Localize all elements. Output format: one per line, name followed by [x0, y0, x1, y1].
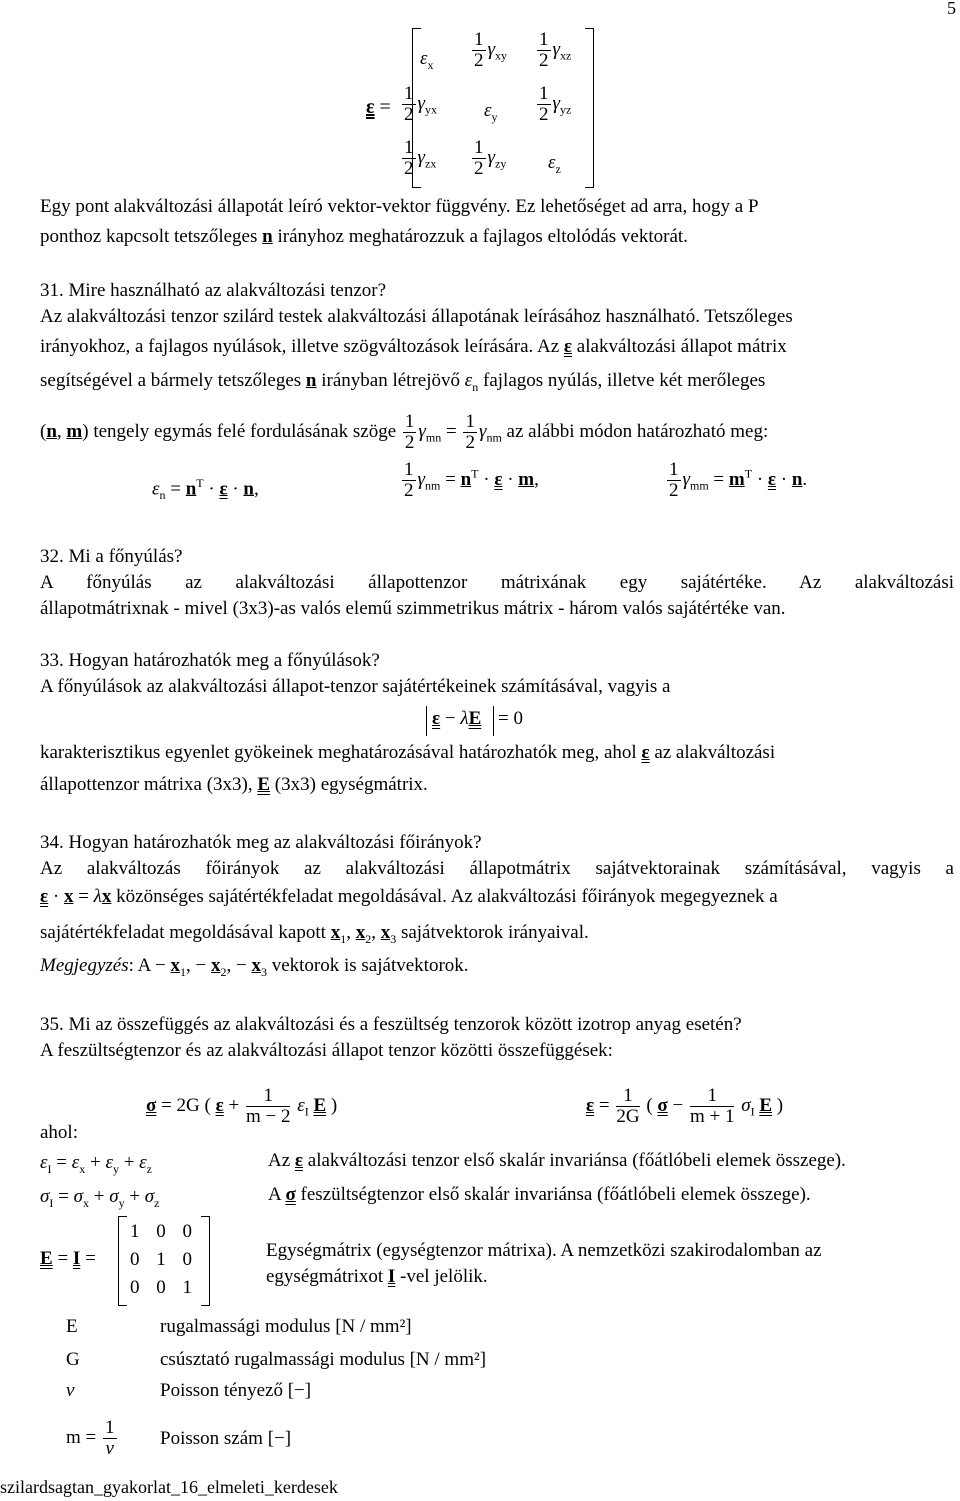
q31-eq-gamma-nm: $\frac{1}{2}$ $\gamma_{nm} = n^T \cdot \varepsilon \cdot m$, [404, 459, 539, 501]
symbol-E-desc: rugalmassági modulus [N / mm²] [160, 1316, 412, 1337]
q31-line-2: irányokhoz, a fajlagos nyúlások, illetve szögváltozások leírására. Az ε alakváltozási állapot mátrix [40, 336, 787, 357]
q35-line-1: A feszültségtenzor és az alakváltozási állapot tenzor közötti összefüggések: [40, 1040, 613, 1061]
poisson-number-desc: Poisson szám [−] [160, 1428, 292, 1449]
q35-title: 35. Mi az összefüggés az alakváltozási és a feszültség tenzorok között izotrop anyag esetén? [40, 1014, 742, 1035]
q35-identity-lhs: E = I = [40, 1248, 96, 1269]
q32-line-1: A főnyúlás az alakváltozási állapottenzor mátrixának egy sajátértéke. Az alakváltozási [40, 572, 954, 593]
symbol-nu: ν [66, 1380, 75, 1401]
symbol-G-desc: csúsztató rugalmassági modulus [N / mm²] [160, 1349, 487, 1370]
q35-identity-desc-2: egységmátrixot I -vel jelölik. [266, 1266, 488, 1287]
q35-sigma-I-desc: A σ feszültségtenzor első skalár invariánsa (főátlóbeli elemek összege). [268, 1184, 811, 1205]
symbol-nu-desc: Poisson tényező [−] [160, 1380, 312, 1401]
q34-title: 34. Hogyan határozhatók meg az alakváltozási főirányok? [40, 832, 482, 853]
q35-eps-eq: ε = $\frac{1}{2G}$ ( σ − $\frac{1}{m + 1}$ $\sigma_I$ E ) [586, 1085, 784, 1127]
footer-filename: szilardsagtan_gyakorlat_16_elmeleti_kerdesek [0, 1477, 338, 1497]
q31-eq-eps-n: $\varepsilon_n = n^T \cdot \varepsilon \cdot n$, [152, 476, 259, 503]
q32-line-2: állapotmátrixnak - mivel (3x3)-as valós elemű szimmetrikus mátrix - három valós sajátértéke van. [40, 598, 786, 619]
q33-line-2: karakterisztikus egyenlet gyökeinek meghatározásával határozhatók meg, ahol ε az alakváltozási [40, 742, 776, 763]
q31-line-4: (n, m) tengely egymás felé fordulásának szöge $\frac{1}{2}$ $\gamma_{mn}$ = $\frac{1}{2}$ $\gamma_{nm}$ az alábbi módon határozható meg: [40, 411, 769, 453]
symbol-E: E [66, 1316, 78, 1337]
q31-title: 31. Mire használható az alakváltozási tenzor? [40, 280, 387, 301]
strain-tensor-symbol: ε [366, 96, 375, 118]
q35-sigma-I-def: $\sigma_I = \sigma_x + \sigma_y + \sigma_z$ [40, 1186, 160, 1210]
q31-line-3: segítségével a bármely tetszőleges n irányban létrejövő $\varepsilon_n$ fajlagos nyúlás, illetve két merőleges [40, 370, 766, 394]
q31-line-1: Az alakváltozási tenzor szilárd testek alakváltozási állapotának leírásához használható. Tetszőleges [40, 306, 793, 327]
q35-eps-I-desc: Az ε alakváltozási tenzor első skalár invariánsa (főátlóbeli elemek összege). [268, 1150, 846, 1171]
q35-sigma-eq: σ = 2G ( ε + $\frac{1}{m - 2}$ $\varepsilon_I$ E ) [146, 1085, 338, 1127]
q33-char-eq: ε − λE [432, 708, 482, 729]
q35-eps-I-def: $\varepsilon_I = \varepsilon_x + \varepsilon_y + \varepsilon_z$ [40, 1152, 152, 1176]
q33-line-3: állapottenzor mátrixa (3x3), E (3x3) egységmátrix. [40, 774, 428, 795]
page-number: 5 [947, 0, 956, 18]
q34-line-1: Az alakváltozás főirányok az alakváltozási állapotmátrix sajátvektorainak számításával, vagyis a [40, 858, 954, 879]
intro-line-1: Egy pont alakváltozási állapotát leíró vektor-vektor függvény. Ez lehetőséget ad arra, hogy a P [40, 196, 759, 217]
q32-title: 32. Mi a főnyúlás? [40, 546, 183, 567]
q31-eq-gamma-mm: $\frac{1}{2}$ $\gamma_{mm} = m^T \cdot \varepsilon \cdot n$. [669, 459, 808, 501]
q34-line-2: ε · x = λx közönséges sajátértékfeladat megoldásával. Az alakváltozási főirányok megegyeznek a [40, 886, 778, 907]
q35-identity-desc-1: Egységmátrix (egységtenzor mátrixa). A nemzetközi szakirodalomban az [266, 1240, 822, 1261]
intro-line-2: ponthoz kapcsolt tetszőleges n irányhoz meghatározzuk a fajlagos eltolódás vektorát. [40, 226, 688, 247]
poisson-number-eq: m = $\frac{1}{\nu}$ [66, 1417, 115, 1459]
q34-note: Megjegyzés: $A - x_1$, − $x_2$, − $x_3$ vektorok is sajátvektorok. [40, 955, 469, 979]
q33-line-1: A főnyúlások az alakváltozási állapot-tenzor sajátértékeinek számításával, vagyis a [40, 676, 671, 697]
q35-ahol: ahol: [40, 1122, 78, 1143]
q33-title: 33. Hogyan határozhatók meg a főnyúlások? [40, 650, 380, 671]
symbol-G: G [66, 1349, 80, 1370]
q34-line-3: sajátértékfeladat megoldásával kapott $x_1$, $x_2$, $x_3$ sajátvektorok irányaival. [40, 922, 589, 946]
